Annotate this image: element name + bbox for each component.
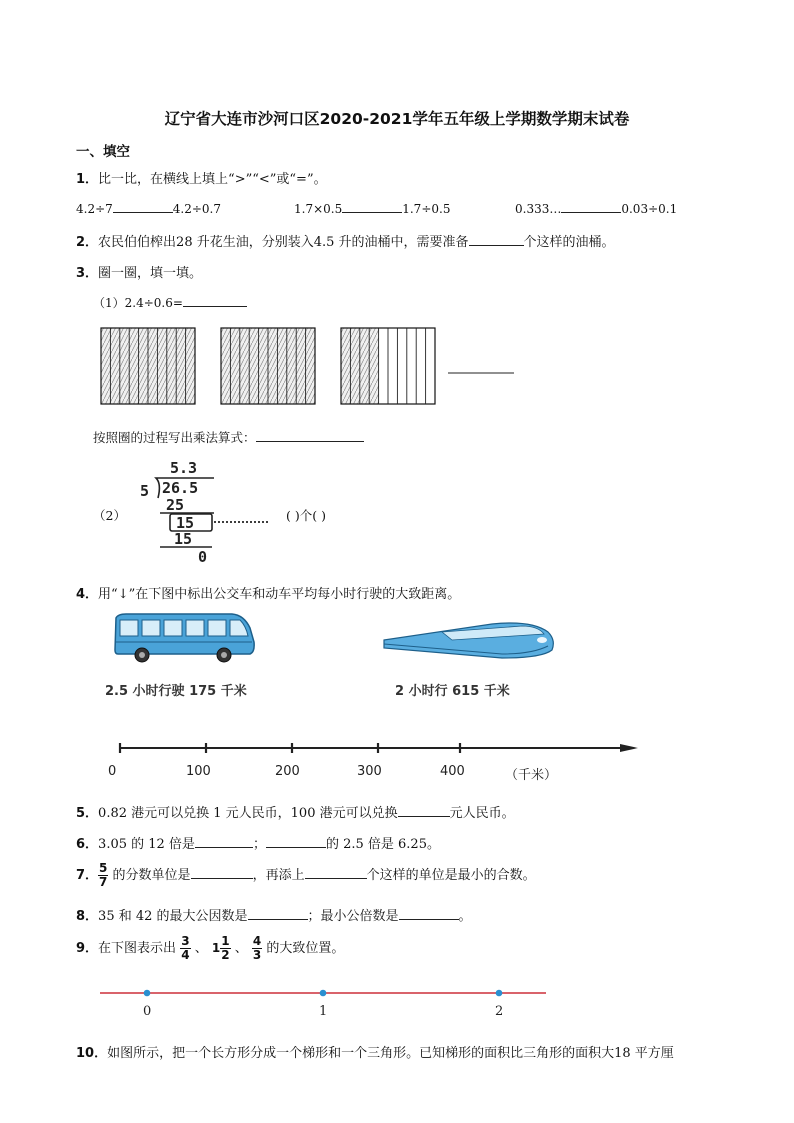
- q1-row-3: [515, 200, 677, 216]
- fraction-denominator: 7: [99, 875, 108, 889]
- answer-blank[interactable]: [399, 907, 459, 920]
- sub-question-text: （1）2.4÷0.6=: [93, 296, 183, 310]
- division-divisor: 5: [140, 482, 150, 500]
- question-text: 的 2.5 倍是 6.25。: [325, 837, 440, 852]
- question-text: 个这样的油桶。: [523, 235, 615, 250]
- grid-box-3: [341, 328, 435, 404]
- q1-row-2: [294, 200, 450, 216]
- answer-blank[interactable]: [342, 200, 402, 213]
- fraction-denominator: 3: [252, 948, 262, 962]
- bus-caption: 2.5 小时行驶 175 千米: [105, 684, 247, 699]
- answer-blank[interactable]: [183, 294, 247, 307]
- question-number: 2．: [76, 235, 99, 250]
- question-2: [76, 231, 615, 250]
- question-text: 农民伯伯榨出28 升花生油，分别装入4.5 升的油桶中，需要准备: [98, 235, 469, 250]
- axis-tick-label: 0: [108, 764, 117, 779]
- question-text: 如图所示，把一个长方形分成一个梯形和一个三角形。已知梯形的面积比三角形的面积大18 平方厘: [107, 1046, 674, 1061]
- answer-blank[interactable]: [266, 835, 326, 848]
- question-number: 7．: [76, 868, 99, 883]
- axis-tick-label: 400: [440, 764, 465, 779]
- q3-formula: [93, 428, 364, 446]
- question-6: [76, 833, 440, 852]
- question-7: [76, 858, 536, 894]
- question-text: ；最小公倍数是: [307, 909, 399, 924]
- answer-blank[interactable]: [561, 200, 621, 213]
- answer-blank[interactable]: [191, 866, 253, 879]
- question-3: [76, 262, 202, 281]
- compare-left-1: 4.2÷7: [76, 202, 113, 216]
- axis-unit-label: （千米）: [505, 768, 558, 783]
- fraction-three-quarters: [180, 935, 190, 962]
- axis-tick-label: 2: [495, 1004, 504, 1019]
- question-number: 3．: [76, 266, 99, 281]
- grid-box-2: [221, 328, 315, 404]
- question-number: 9．: [76, 941, 99, 956]
- question-text: 。: [458, 909, 472, 924]
- question-text: 个这样的单位是最小的合数。: [366, 868, 536, 883]
- question-text: ，再添上: [252, 868, 305, 883]
- separator: 、: [234, 941, 248, 956]
- q3-sub1: [93, 294, 247, 311]
- division-step: 15: [174, 530, 193, 548]
- axis-tick-label: 200: [275, 764, 300, 779]
- division-final: 0: [198, 548, 208, 566]
- answer-blank[interactable]: [256, 429, 364, 442]
- question-text: 圈一圈，填一填。: [98, 266, 203, 281]
- fraction-denominator: 4: [181, 948, 190, 962]
- question-text: 35 和 42 的最大公因数是: [98, 909, 248, 924]
- fraction-four-thirds: [252, 935, 262, 962]
- fraction-numerator: 5: [99, 861, 108, 875]
- question-text: 在下图表示出: [98, 941, 177, 956]
- question-number: 6．: [76, 837, 99, 852]
- mixed-whole: 1: [211, 941, 221, 955]
- long-division: [136, 458, 286, 566]
- page-title: 辽宁省大连市沙河口区2020-2021学年五年级上学期数学期末试卷: [164, 110, 630, 128]
- question-number: 1．: [76, 172, 99, 187]
- question-number: 10．: [76, 1046, 108, 1061]
- grid-box-1: [101, 328, 195, 404]
- question-4: [76, 583, 460, 602]
- answer-blank[interactable]: [469, 233, 524, 246]
- answer-blank[interactable]: [305, 866, 367, 879]
- division-step: 25: [166, 496, 185, 514]
- fraction-denominator: 2: [221, 948, 230, 962]
- axis-tick-label: 100: [186, 764, 211, 779]
- fraction-one-half: [220, 935, 230, 962]
- train-caption: 2 小时行 615 千米: [395, 684, 510, 699]
- compare-right-3: 0.03÷0.1: [621, 202, 678, 216]
- fraction-number-line: [96, 985, 552, 1001]
- question-text: 0.82 港元可以兑换 1 元人民币，100 港元可以兑换: [98, 806, 398, 821]
- question-9: [76, 930, 344, 967]
- fraction-numerator: 3: [181, 934, 190, 948]
- question-text: 元人民币。: [449, 806, 515, 821]
- question-text: 的分数单位是: [112, 868, 191, 883]
- compare-left-2: 1.7×0.5: [294, 202, 343, 216]
- compare-left-3: 0.333…: [515, 202, 562, 216]
- grid-figures: [100, 327, 540, 407]
- question-number: 8．: [76, 909, 99, 924]
- answer-blank[interactable]: [195, 835, 253, 848]
- axis-tick-label: 1: [319, 1004, 328, 1019]
- question-5: [76, 802, 515, 821]
- q3-sub2-label: （2）: [93, 508, 126, 523]
- section-heading: 一、填空: [76, 144, 130, 160]
- answer-blank[interactable]: [398, 804, 450, 817]
- compare-right-1: 4.2÷0.7: [172, 202, 222, 216]
- q3-paren: ( )个( ): [286, 508, 326, 523]
- compare-right-2: 1.7÷0.5: [402, 202, 451, 216]
- distance-number-line: [100, 738, 645, 758]
- fraction-numerator: 4: [252, 934, 262, 948]
- question-1: [76, 168, 327, 187]
- fraction-numerator: 1: [221, 934, 230, 948]
- question-text: ；: [252, 837, 266, 852]
- question-text: 比一比，在横线上填上“>”“<”或“=”。: [98, 172, 327, 187]
- question-text: 3.05 的 12 倍是: [98, 837, 195, 852]
- formula-label: 按照圈的过程写出乘法算式：: [93, 430, 256, 445]
- axis-tick-label: 300: [357, 764, 382, 779]
- train-icon: [382, 618, 557, 668]
- question-8: [76, 905, 472, 924]
- axis-tick-label: 0: [143, 1004, 152, 1019]
- q1-row: [76, 200, 221, 216]
- question-text: 的大致位置。: [266, 941, 345, 956]
- fraction: [98, 862, 108, 889]
- question-text: 用“↓”在下图中标出公交车和动车平均每小时行驶的大致距离。: [98, 587, 461, 602]
- bus-icon: [112, 612, 258, 664]
- division-remainder: 15: [176, 514, 195, 532]
- question-10: [76, 1042, 674, 1061]
- division-dividend: 26.5: [162, 479, 199, 497]
- division-quotient: 5.3: [170, 459, 198, 477]
- answer-blank[interactable]: [113, 200, 173, 213]
- question-number: 4．: [76, 587, 99, 602]
- answer-blank[interactable]: [248, 907, 308, 920]
- separator: 、: [194, 941, 208, 956]
- question-number: 5．: [76, 806, 99, 821]
